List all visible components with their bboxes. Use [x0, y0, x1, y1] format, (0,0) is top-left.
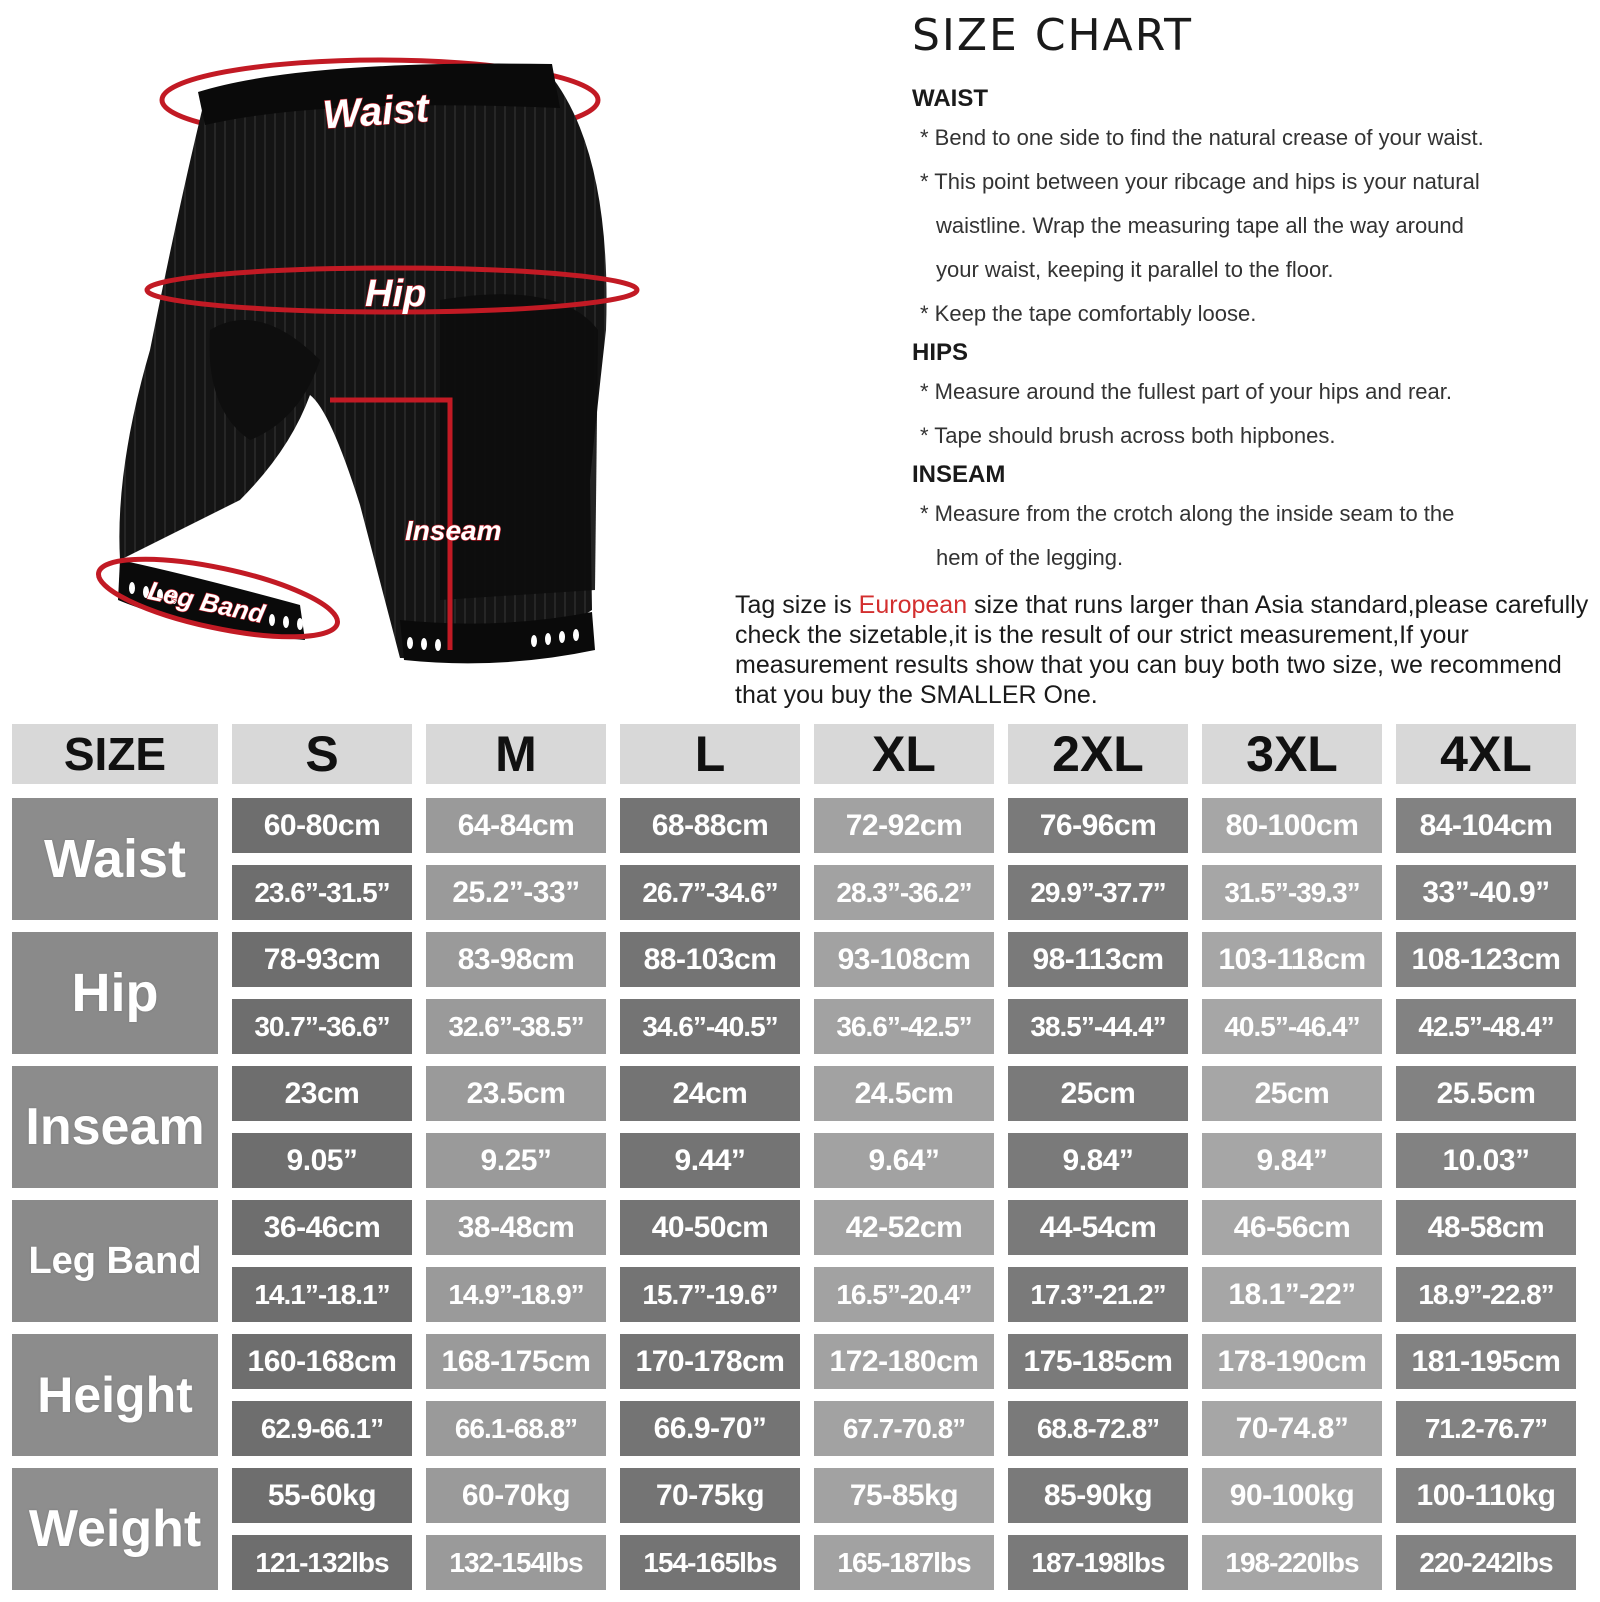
- table-cell: 75-85kg: [814, 1468, 994, 1523]
- size-header-m: M: [426, 724, 606, 784]
- size-note: [735, 590, 1595, 710]
- table-cell: 36.6”-42.5”: [814, 999, 994, 1054]
- table-cell: 9.64”: [814, 1133, 994, 1188]
- value-row-imperial: [232, 1535, 1576, 1590]
- table-cell: 83-98cm: [426, 932, 606, 987]
- table-cell: 64-84cm: [426, 798, 606, 853]
- value-row-metric: [232, 1200, 1576, 1255]
- table-cell: 90-100kg: [1202, 1468, 1382, 1523]
- table-cell: 38-48cm: [426, 1200, 606, 1255]
- row-label-waist: Waist: [12, 798, 218, 920]
- table-cell: 170-178cm: [620, 1334, 800, 1389]
- hip-label: Hip: [365, 273, 427, 315]
- value-row-metric: [232, 1066, 1576, 1121]
- table-cell: 132-154lbs: [426, 1535, 606, 1590]
- size-header-cell: SIZE: [12, 724, 218, 784]
- table-cell: 9.84”: [1008, 1133, 1188, 1188]
- table-cell: 26.7”-34.6”: [620, 865, 800, 920]
- table-cell: 42.5”-48.4”: [1396, 999, 1576, 1054]
- table-cell: 23.5cm: [426, 1066, 606, 1121]
- guide-bullet: [912, 116, 1592, 160]
- value-row-imperial: [232, 1133, 1576, 1188]
- value-row-imperial: [232, 1267, 1576, 1322]
- table-cell: 29.9”-37.7”: [1008, 865, 1188, 920]
- table-cell: 68.8-72.8”: [1008, 1401, 1188, 1456]
- guide-bullet-line: * Measure from the crotch along the inside seam to the: [920, 501, 1455, 526]
- table-cell: 121-132lbs: [232, 1535, 412, 1590]
- value-row-metric: [232, 1334, 1576, 1389]
- table-row-weight: [12, 1468, 1588, 1590]
- table-cell: 100-110kg: [1396, 1468, 1576, 1523]
- size-header-s: S: [232, 724, 412, 784]
- table-cell: 154-165lbs: [620, 1535, 800, 1590]
- value-row-metric: [232, 798, 1576, 853]
- table-cell: 72-92cm: [814, 798, 994, 853]
- table-cell: 78-93cm: [232, 932, 412, 987]
- leg-band-label: Leg Band: [145, 575, 268, 630]
- table-cell: 40-50cm: [620, 1200, 800, 1255]
- table-cell: 98-113cm: [1008, 932, 1188, 987]
- table-cell: 30.7”-36.6”: [232, 999, 412, 1054]
- table-row-height: [12, 1334, 1588, 1456]
- guide-bullet: [912, 370, 1592, 414]
- table-cell: 28.3”-36.2”: [814, 865, 994, 920]
- table-cell: 9.25”: [426, 1133, 606, 1188]
- table-cell: 67.7-70.8”: [814, 1401, 994, 1456]
- table-cell: 220-242lbs: [1396, 1535, 1576, 1590]
- shorts-garment: [118, 64, 607, 664]
- table-cell: 160-168cm: [232, 1334, 412, 1389]
- guide-bullet-line: hem of the legging.: [936, 545, 1124, 570]
- table-cell: 93-108cm: [814, 932, 994, 987]
- size-table: [12, 724, 1588, 1602]
- table-cell: 66.9-70”: [620, 1401, 800, 1456]
- table-cell: 17.3”-21.2”: [1008, 1267, 1188, 1322]
- table-cell: 25cm: [1202, 1066, 1382, 1121]
- note-after: size that runs larger than Asia standard,please carefully check the sizetable,it is the result of our strict measurement,If your measurement results show that you can buy both two size, we recommend that you buy the SMALLER One.: [735, 591, 1589, 709]
- table-cell: 70-74.8”: [1202, 1401, 1382, 1456]
- table-cell: 25cm: [1008, 1066, 1188, 1121]
- size-header-3xl: 3XL: [1202, 724, 1382, 784]
- measurement-guide: [912, 10, 1592, 580]
- table-cell: 165-187lbs: [814, 1535, 994, 1590]
- shorts-illustration: [0, 0, 720, 700]
- table-body: [12, 798, 1588, 1590]
- table-cell: 181-195cm: [1396, 1334, 1576, 1389]
- value-row-metric: [232, 1468, 1576, 1523]
- table-cell: 187-198lbs: [1008, 1535, 1188, 1590]
- table-cell: 25.5cm: [1396, 1066, 1576, 1121]
- table-cell: 16.5”-20.4”: [814, 1267, 994, 1322]
- row-label-legband: Leg Band: [12, 1200, 218, 1322]
- table-cell: 44-54cm: [1008, 1200, 1188, 1255]
- table-cell: 80-100cm: [1202, 798, 1382, 853]
- table-cell: 55-60kg: [232, 1468, 412, 1523]
- inseam-label: Inseam: [405, 515, 502, 546]
- table-cell: 10.03”: [1396, 1133, 1576, 1188]
- table-cell: 23.6”-31.5”: [232, 865, 412, 920]
- table-cell: 198-220lbs: [1202, 1535, 1382, 1590]
- table-cell: 25.2”-33”: [426, 865, 606, 920]
- table-cell: 88-103cm: [620, 932, 800, 987]
- table-cell: 46-56cm: [1202, 1200, 1382, 1255]
- value-row-imperial: [232, 865, 1576, 920]
- table-cell: 32.6”-38.5”: [426, 999, 606, 1054]
- table-header-row: [12, 724, 1588, 784]
- table-cell: 34.6”-40.5”: [620, 999, 800, 1054]
- note-before: Tag size is: [735, 591, 859, 619]
- table-cell: 15.7”-19.6”: [620, 1267, 800, 1322]
- table-cell: 14.1”-18.1”: [232, 1267, 412, 1322]
- table-cell: 103-118cm: [1202, 932, 1382, 987]
- size-header-l: L: [620, 724, 800, 784]
- value-row-imperial: [232, 999, 1576, 1054]
- table-cell: 38.5”-44.4”: [1008, 999, 1188, 1054]
- table-cell: 178-190cm: [1202, 1334, 1382, 1389]
- table-cell: 33”-40.9”: [1396, 865, 1576, 920]
- row-label-hip: Hip: [12, 932, 218, 1054]
- table-cell: 9.44”: [620, 1133, 800, 1188]
- table-cell: 42-52cm: [814, 1200, 994, 1255]
- table-row-hip: [12, 932, 1588, 1054]
- guide-bullet-line: * Tape should brush across both hipbones.: [920, 423, 1336, 448]
- row-label-height: Height: [12, 1334, 218, 1456]
- guide-bullet: [912, 492, 1592, 580]
- table-cell: 66.1-68.8”: [426, 1401, 606, 1456]
- guide-bullet-line: your waist, keeping it parallel to the floor.: [936, 257, 1334, 282]
- table-cell: 36-46cm: [232, 1200, 412, 1255]
- table-cell: 9.05”: [232, 1133, 412, 1188]
- guide-bullet: [912, 160, 1592, 292]
- row-label-inseam: Inseam: [12, 1066, 218, 1188]
- guide-bullet: [912, 292, 1592, 336]
- guide-sections: [912, 82, 1592, 580]
- table-cell: 18.1”-22”: [1202, 1267, 1382, 1322]
- value-row-metric: [232, 932, 1576, 987]
- page-title: SIZE CHART: [912, 10, 1193, 61]
- table-row-inseam: [12, 1066, 1588, 1188]
- row-label-weight: Weight: [12, 1468, 218, 1590]
- table-cell: 23cm: [232, 1066, 412, 1121]
- waist-label: Waist: [321, 86, 431, 138]
- table-cell: 71.2-76.7”: [1396, 1401, 1576, 1456]
- table-cell: 24cm: [620, 1066, 800, 1121]
- guide-heading-hips: HIPS: [912, 339, 969, 366]
- table-cell: 40.5”-46.4”: [1202, 999, 1382, 1054]
- table-row-legband: [12, 1200, 1588, 1322]
- table-cell: 172-180cm: [814, 1334, 994, 1389]
- table-cell: 31.5”-39.3”: [1202, 865, 1382, 920]
- table-cell: 68-88cm: [620, 798, 800, 853]
- table-cell: 168-175cm: [426, 1334, 606, 1389]
- table-cell: 70-75kg: [620, 1468, 800, 1523]
- guide-bullet-line: * Measure around the fullest part of your hips and rear.: [920, 379, 1452, 404]
- note-highlight: European: [858, 591, 968, 619]
- guide-bullet: [912, 414, 1592, 458]
- table-cell: 24.5cm: [814, 1066, 994, 1121]
- guide-bullet-line: waistline. Wrap the measuring tape all the way around: [936, 213, 1464, 238]
- guide-bullet-line: * Keep the tape comfortably loose.: [920, 301, 1257, 326]
- table-cell: 62.9-66.1”: [232, 1401, 412, 1456]
- table-cell: 175-185cm: [1008, 1334, 1188, 1389]
- table-cell: 76-96cm: [1008, 798, 1188, 853]
- guide-bullet-line: * Bend to one side to find the natural crease of your waist.: [920, 125, 1484, 150]
- table-cell: 84-104cm: [1396, 798, 1576, 853]
- size-header-xl: XL: [814, 724, 994, 784]
- table-cell: 9.84”: [1202, 1133, 1382, 1188]
- guide-heading-waist: WAIST: [912, 85, 988, 112]
- table-cell: 18.9”-22.8”: [1396, 1267, 1576, 1322]
- size-header-2xl: 2XL: [1008, 724, 1188, 784]
- size-header-4xl: 4XL: [1396, 724, 1576, 784]
- table-cell: 60-80cm: [232, 798, 412, 853]
- table-row-waist: [12, 798, 1588, 920]
- guide-heading-inseam: INSEAM: [912, 461, 1006, 488]
- table-cell: 85-90kg: [1008, 1468, 1188, 1523]
- table-cell: 60-70kg: [426, 1468, 606, 1523]
- table-cell: 14.9”-18.9”: [426, 1267, 606, 1322]
- value-row-imperial: [232, 1401, 1576, 1456]
- guide-bullet-line: * This point between your ribcage and hips is your natural: [920, 169, 1480, 194]
- table-cell: 108-123cm: [1396, 932, 1576, 987]
- table-cell: 48-58cm: [1396, 1200, 1576, 1255]
